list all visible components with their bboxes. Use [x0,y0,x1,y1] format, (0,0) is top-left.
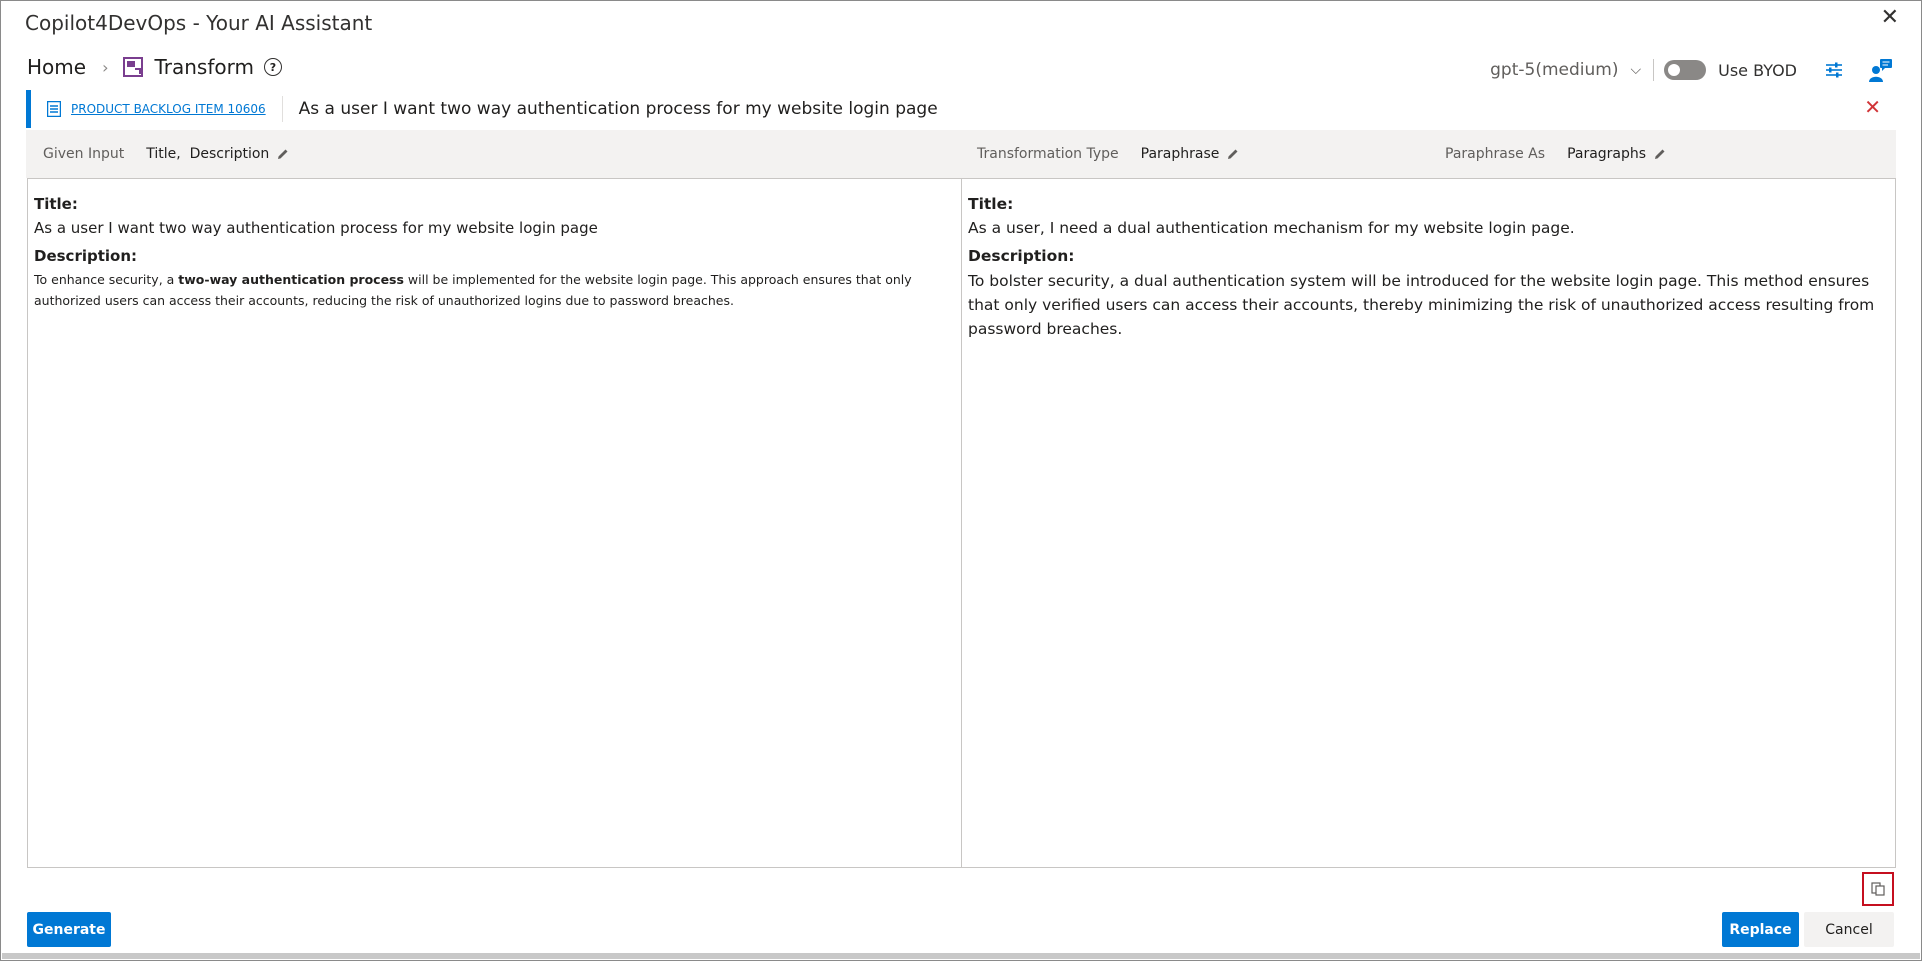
model-selector-value: gpt-5(medium) [1490,60,1619,80]
given-input-label: Given Input [43,146,125,162]
byod-label: Use BYOD [1718,60,1797,80]
input-description-part: will be implemented for the website login page. This approach ensures that only authorized users can access their accounts, reducing the risk of unauthorized logins due to password breaches. [34,272,912,308]
given-input-value: Title, Description [146,146,270,162]
pencil-icon[interactable] [277,148,289,160]
paraphrase-as-label: Paraphrase As [1445,146,1546,162]
model-selector[interactable] [1490,60,1641,80]
input-description-text [34,269,955,311]
work-item-bar [26,90,1901,128]
work-item-title: As a user I want two way authentication process for my website login page [298,99,938,119]
paraphrase-as-value: Paragraphs [1567,146,1647,162]
given-input-option [43,130,289,178]
remove-work-item-icon[interactable]: ✕ [1864,95,1881,119]
feedback-icon[interactable] [1867,57,1893,83]
input-title-text: As a user I want two way authentication process for my website login page [34,219,598,237]
cancel-button[interactable]: Cancel [1804,912,1894,947]
copy-icon [1871,882,1885,896]
replace-button[interactable]: Replace [1722,912,1799,947]
copy-button[interactable] [1862,872,1894,906]
header-controls [1490,57,1893,83]
page-title: Transform [154,55,254,79]
input-title-heading: Title: [34,195,78,213]
transform-icon [122,56,144,78]
bottom-strip [2,953,1920,959]
chevron-down-icon: ⌵ [1630,62,1642,78]
output-panel[interactable] [961,178,1896,868]
input-description-heading: Description: [34,247,138,265]
options-bar [26,130,1896,178]
transformation-type-option [977,130,1239,178]
settings-sliders-icon[interactable] [1825,61,1843,79]
work-item-link[interactable]: PRODUCT BACKLOG ITEM 10606 [71,102,266,116]
output-title-text: As a user, I need a dual authentication mechanism for my website login page. [968,219,1575,237]
transformation-type-value: Paraphrase [1140,146,1220,162]
work-item-icon [47,101,61,117]
input-description-bold: two-way authentication process [178,272,404,287]
chevron-right-icon: › [102,57,109,77]
window-title: Copilot4DevOps - Your AI Assistant [25,11,373,35]
breadcrumb-home[interactable]: Home [27,55,87,79]
divider [282,96,283,122]
pencil-icon[interactable] [1654,148,1666,160]
help-icon[interactable]: ? [264,58,282,76]
input-description-part: To enhance security, a [34,272,179,287]
pencil-icon[interactable] [1227,148,1239,160]
byod-toggle[interactable] [1664,60,1706,80]
divider [1653,59,1654,81]
output-description-heading: Description: [968,247,1075,265]
transformation-type-label: Transformation Type [977,146,1119,162]
paraphrase-as-option [1445,130,1666,178]
output-description-text: To bolster security, a dual authentication system will be introduced for the website login page. This method ensures that only verified users can access their accounts, thereby minimizing the risk of unauthorized access resulting from password breaches. [968,272,1875,338]
breadcrumb [27,55,282,79]
output-title-heading: Title: [968,195,1014,213]
close-icon[interactable]: ✕ [1880,5,1899,30]
input-panel[interactable] [27,178,962,868]
generate-button[interactable]: Generate [27,912,111,947]
